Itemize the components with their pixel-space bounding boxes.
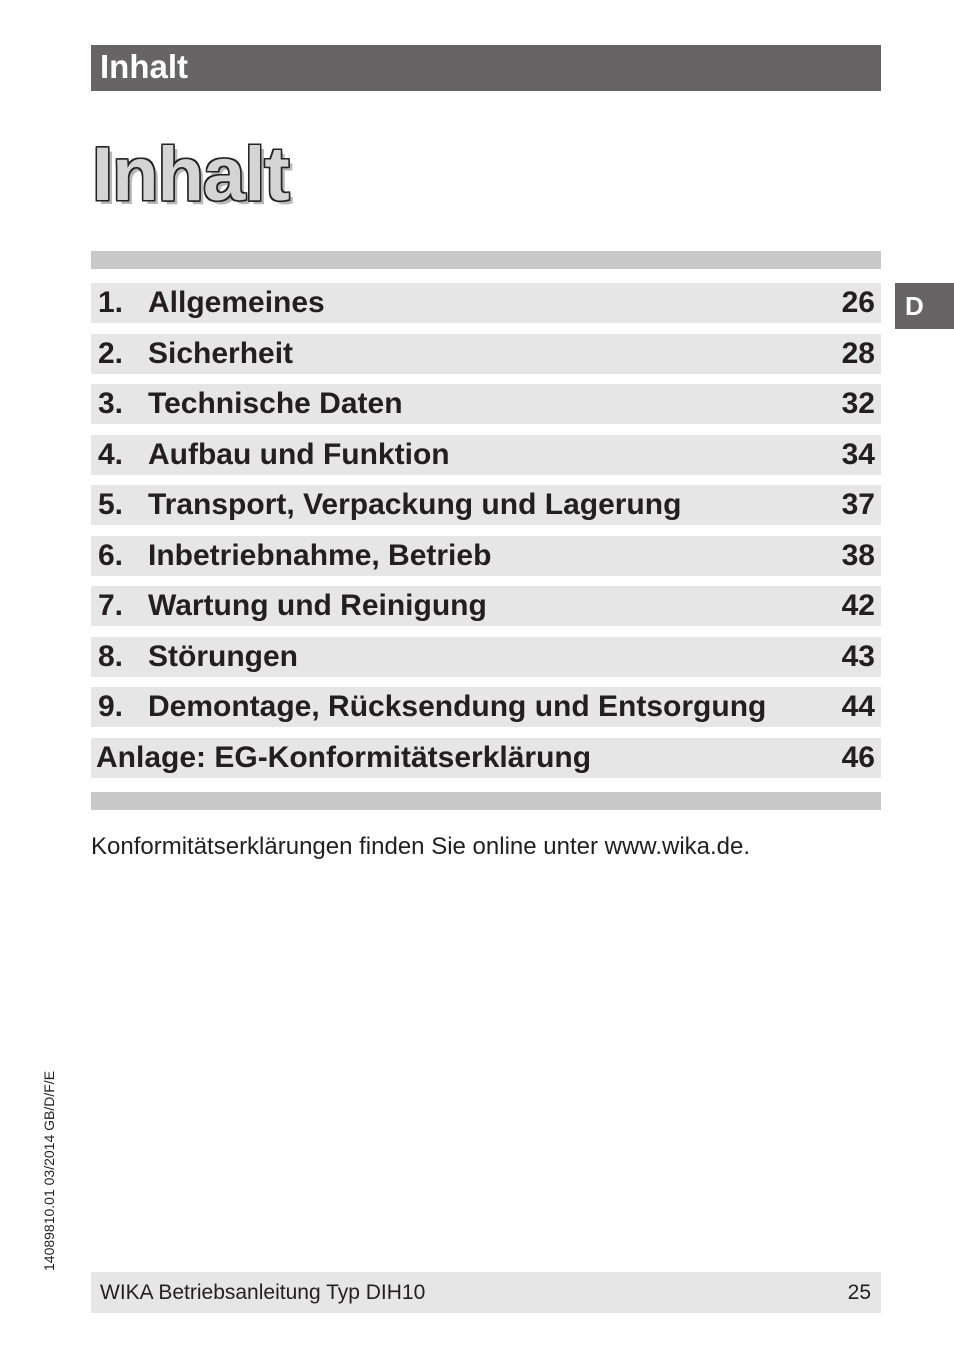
footer-page-number: 25 xyxy=(847,1281,871,1304)
toc-title: Inbetriebnahme, Betrieb xyxy=(148,538,492,572)
bottom-divider xyxy=(91,792,881,810)
toc-row-aufbau-und-funktion[interactable] xyxy=(91,435,881,475)
toc-number: 6. xyxy=(98,538,124,572)
toc-page: 43 xyxy=(841,639,875,673)
toc-page: 28 xyxy=(841,336,875,370)
toc-page: 32 xyxy=(841,387,875,420)
toc-title: Transport, Verpackung und Lagerung xyxy=(148,488,682,521)
toc-number: 4. xyxy=(98,437,124,471)
toc-title: Technische Daten xyxy=(148,387,403,420)
toc-number: 9. xyxy=(98,690,124,723)
toc-page: 38 xyxy=(841,538,875,572)
toc-row-sicherheit[interactable] xyxy=(91,334,881,374)
conformity-note: Konformitätserklärungen finden Sie online unter www.wika.de. xyxy=(91,833,751,860)
toc-title: Aufbau und Funktion xyxy=(148,437,450,471)
toc-row-transport[interactable] xyxy=(91,485,881,525)
toc-title: Allgemeines xyxy=(148,286,325,319)
toc-number: 7. xyxy=(98,589,124,622)
page-footer xyxy=(91,1272,881,1313)
document-code: 14089810.01 03/2014 GB/D/F/E xyxy=(41,1070,57,1271)
toc-number: 3. xyxy=(98,387,124,420)
toc-row-allgemeines[interactable] xyxy=(91,283,881,323)
toc-page: 46 xyxy=(841,740,875,774)
toc-row-inbetriebnahme[interactable] xyxy=(91,536,881,576)
top-divider xyxy=(91,251,881,269)
toc-row-anlage[interactable] xyxy=(91,738,881,778)
toc-row-technische-daten[interactable] xyxy=(91,384,881,424)
toc-title: Störungen xyxy=(148,639,298,673)
section-header-title: Inhalt xyxy=(100,48,188,85)
language-tab[interactable]: D xyxy=(895,283,954,329)
toc-row-demontage[interactable] xyxy=(91,687,881,727)
toc-page: 34 xyxy=(841,437,875,471)
toc-title: Demontage, Rücksendung und Entsorgung xyxy=(148,690,767,723)
toc-row-stoerungen[interactable] xyxy=(91,637,881,677)
table-of-contents xyxy=(91,283,881,788)
toc-number: 8. xyxy=(98,639,124,673)
toc-page: 37 xyxy=(841,488,875,521)
toc-title: Wartung und Reinigung xyxy=(148,589,487,622)
footer-document-title: WIKA Betriebsanleitung Typ DIH10 xyxy=(100,1281,426,1304)
toc-page: 44 xyxy=(841,690,875,723)
toc-title: Anlage: EG-Konformitätserklärung xyxy=(96,740,592,774)
toc-page: 42 xyxy=(841,589,875,622)
page-title: Inhalt xyxy=(92,132,289,217)
toc-page: 26 xyxy=(841,286,875,319)
toc-title: Sicherheit xyxy=(148,336,294,370)
toc-number: 5. xyxy=(98,488,124,521)
toc-row-wartung[interactable] xyxy=(91,586,881,626)
toc-number: 1. xyxy=(98,286,124,319)
toc-number: 2. xyxy=(98,336,124,370)
section-header-bar xyxy=(91,45,881,91)
